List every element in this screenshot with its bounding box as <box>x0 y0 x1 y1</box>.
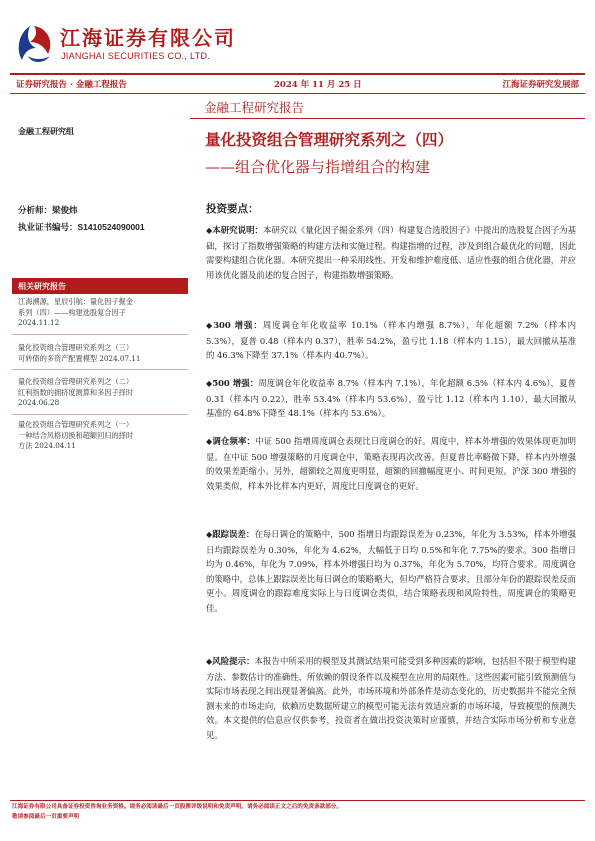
divider <box>12 334 188 335</box>
section-heading: 投资要点： <box>206 203 259 215</box>
diamond-bullet-icon: ◆ <box>206 657 213 666</box>
related-report-link[interactable]: 量化投资组合管理研究系列之（二） 红利指数的拥挤度测算和多因子择时 2024.06.28 <box>18 377 134 408</box>
key-point: ◆本研究说明：本研究以《量化因子掘金系列（四）构建复合选股因子》中提出的选股复合因子为基础，探讨了指数增强策略的构建方法和实施过程。构建指增的过程，涉及到组合最优化的问题，因此需要构建组合优化器。本研究提出一种采用线性、开发和维护难度低、适应性强的组合优化器，并应用该优化器及前述的复合因子，构建指数增强策略。 <box>206 225 577 280</box>
report-category: 证券研究报告 · 金融工程报告 <box>16 80 127 90</box>
diamond-bullet-icon: ◆ <box>206 321 214 330</box>
report-type: 金融工程研究报告 <box>204 100 305 115</box>
publisher-dept: 江海证券研究发展部 <box>502 80 579 90</box>
report-date: 2024 年 11 月 25 日 <box>274 80 362 90</box>
page-subtitle: ——组合优化器与指增组合的构建 <box>205 158 431 176</box>
key-point: ◆跟踪误差：在每日调仓的策略中，500 指增日均跟踪误差为 0.23%，年化为 3.53%，样本外增强日均跟踪误差为 0.30%，年化为 4.62%，大幅低于日均 0.5%和年化 7.75%的要求。300 指增日均为 0.46%，年化为 7.09%，样本外增强日均为 0.37%，年化为 5.70%，均符合要求。周度调仓的策略中，总体上跟踪误差比每日调仓的策略略大，但均严格符合要求，且部分年份的跟踪误差反而更小。周度调仓的跟踪难度实际上与日度调仓类似，结合策略表现和风险特性，周度调仓的策略更佳。 <box>206 529 576 613</box>
divider <box>10 800 585 801</box>
analyst-name: 分析师：梁俊炜 <box>18 206 78 216</box>
disclaimer: 江海证券有限公司具备证券投资咨询业务资格。请务必阅读最后一页股票评级说明和免责声明。请务必阅读正文之后的免责条款部分。 敬请参阅最后一页重要声明 <box>12 804 343 820</box>
diamond-bullet-icon: ◆ <box>206 437 213 446</box>
divider <box>12 414 188 415</box>
key-point: ◆300 增强：周度调仓年化收益率 10.1%（样本内增强 8.7%），年化超额 7.2%（样本内 5.3%），夏普 0.48（样本内 0.37），胜率 54.2%，盈亏比 1.18（样本内 1.15），最大回撤从基准的 46.3%下降至 37.1%（样本内 40.7%）。 <box>206 320 576 361</box>
header-bar <box>10 73 585 94</box>
related-report-link[interactable]: 量化投资组合管理研究系列之（三） 可转债的多资产配置模型 2024.07.11 <box>18 343 141 363</box>
jianghai-logo-icon <box>14 20 54 64</box>
brand-name-cn: 江海证券有限公司 <box>60 26 236 50</box>
brand-name-en: JIANGHAI SECURITIES CO., LTD. <box>61 51 211 61</box>
page-title: 量化投资组合管理研究系列之（四） <box>205 130 454 149</box>
diamond-bullet-icon: ◆ <box>206 379 213 388</box>
diamond-bullet-icon: ◆ <box>206 226 213 235</box>
related-report-link[interactable]: 量化投资组合管理研究系列之（一） 一种结合风格切换和超额回归的择时 方法 2024.04.11 <box>18 420 134 451</box>
license-number: 执业证书编号：S1410524090001 <box>18 222 145 233</box>
divider <box>190 118 585 119</box>
key-point: ◆调仓频率：中证 500 指增周度调仓表现比日度调仓的好。周度中，样本外增强的效果体现更加明显。在中证 500 增强策略的月度调仓中，策略表现再次改善。但夏普比率略微下降，样本内外增强的效果差距缩小。另外，超额较之周度更明显，超额的回撤幅度更小、时间更短。沪深 300 增强的效果类似，样本外比样本内更好，周度比日度调仓的更好。 <box>206 436 577 491</box>
diamond-bullet-icon: ◆ <box>206 530 213 539</box>
key-point: ◆500 增强：周度调仓年化收益率 8.7%（样本内 7.1%），年化超额 6.5%（样本内 4.6%），夏普 0.31（样本内 0.22），胜率 53.4%（样本内 53.6%），盈亏比 1.12（样本内 1.10），最大回撤从基准的 64.8%下降至 48.1%（样本内 53.6%）。 <box>206 378 576 419</box>
related-report-link[interactable]: 江海溯源，星辰引航：量化因子掘金 系列（四）——构建选股复合因子 2024.11.12 <box>18 297 134 328</box>
research-group: 金融工程研究组 <box>18 126 74 136</box>
divider <box>12 369 188 370</box>
key-point: ◆风险提示：本报告中所采用的模型及其测试结果可能受到多种因素的影响，包括但不限于模型构建方法、参数估计的准确性、所依赖的假设条件以及模型在应用的局限性。这些因素可能引致预测值与实际市场表现之间出现显著偏离。此外，市场环境和外部条件是动态变化的，历史数据并不能完全预测未来的市场走向，依赖历史数据所建立的模型可能无法有效适应新的市场环境，导致模型的预测失效。本文提供的信息应仅供参考，投资者在做出投资决策时应谨慎，并结合实际市场分析和专业意见。 <box>206 656 577 740</box>
related-reports-header: 相关研究报告 <box>12 278 188 294</box>
